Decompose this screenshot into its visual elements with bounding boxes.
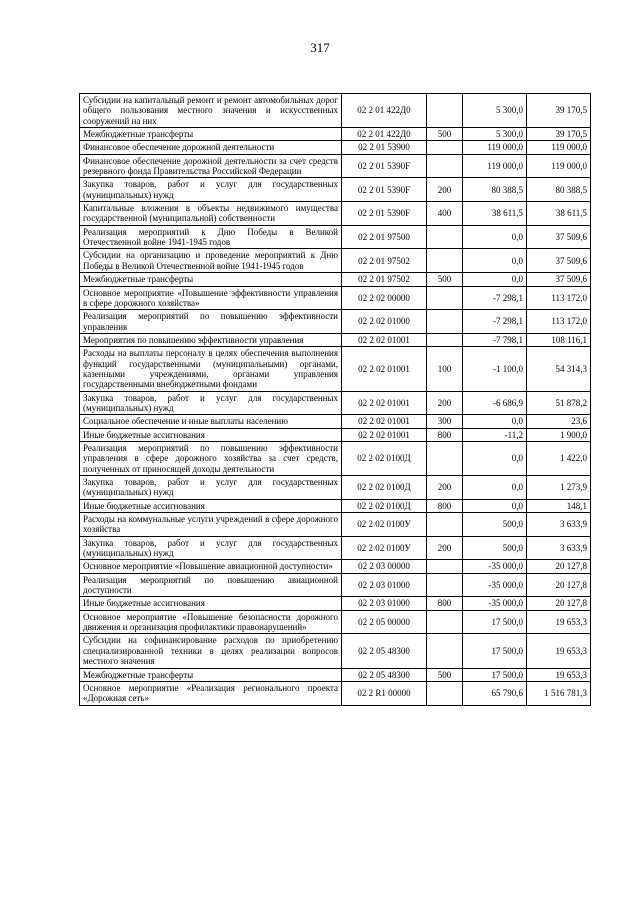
table-row: [80, 428, 591, 441]
row-code-cell: 02 2 02 01001: [342, 428, 427, 441]
row-expense-type-cell: [427, 94, 463, 128]
row-expense-type-cell: 300: [427, 415, 463, 428]
table-row: [80, 286, 591, 310]
row-code-cell: 02 2 01 97502: [342, 249, 427, 273]
row-amount-change-cell: -35 000,0: [463, 573, 527, 597]
row-amount-total-cell: 37 509,6: [527, 273, 591, 286]
row-name-cell: Финансовое обеспечение дорожной деятельности за счет средств резервного фонда Правительства Российской Федерации: [80, 154, 342, 178]
row-amount-change-cell: -35 000,0: [463, 597, 527, 610]
row-amount-change-cell: 0,0: [463, 225, 527, 249]
row-amount-total-cell: 37 509,6: [527, 225, 591, 249]
row-amount-total-cell: 1 422,0: [527, 441, 591, 475]
table-row: [80, 573, 591, 597]
row-name-cell: Основное мероприятие «Реализация регионального проекта «Дорожная сеть»: [80, 681, 342, 705]
row-expense-type-cell: [427, 610, 463, 634]
table-row: [80, 347, 591, 391]
row-amount-change-cell: 0,0: [463, 415, 527, 428]
row-amount-change-cell: -7 298,1: [463, 310, 527, 334]
row-code-cell: 02 2 05 48300: [342, 634, 427, 668]
row-amount-total-cell: 80 388,5: [527, 178, 591, 202]
row-name-cell: Межбюджетные трансферты: [80, 668, 342, 681]
budget-table: [79, 93, 591, 706]
row-amount-change-cell: 500,0: [463, 536, 527, 560]
row-amount-total-cell: 1 900,0: [527, 428, 591, 441]
table-row: [80, 668, 591, 681]
row-code-cell: 02 2 01 422Д0: [342, 128, 427, 141]
table-row: [80, 128, 591, 141]
row-code-cell: 02 2 05 00000: [342, 610, 427, 634]
row-expense-type-cell: 800: [427, 597, 463, 610]
row-expense-type-cell: [427, 310, 463, 334]
row-code-cell: 02 2 02 0100У: [342, 513, 427, 537]
row-name-cell: Закупка товаров, работ и услуг для государственных (муниципальных) нужд: [80, 476, 342, 500]
row-code-cell: 02 2 01 422Д0: [342, 94, 427, 128]
row-code-cell: 02 2 02 01001: [342, 415, 427, 428]
row-code-cell: 02 2 03 01000: [342, 573, 427, 597]
row-code-cell: 02 2 01 97500: [342, 225, 427, 249]
table-row: [80, 513, 591, 537]
row-amount-change-cell: -1 100,0: [463, 347, 527, 391]
row-expense-type-cell: 500: [427, 273, 463, 286]
table-body: [80, 94, 591, 706]
row-name-cell: Закупка товаров, работ и услуг для государственных (муниципальных) нужд: [80, 536, 342, 560]
page-number: 317: [310, 40, 330, 55]
row-expense-type-cell: [427, 573, 463, 597]
row-name-cell: Субсидии на капитальный ремонт и ремонт автомобильных дорог общего пользования местного значения и искусственных сооружений на них: [80, 94, 342, 128]
row-name-cell: Финансовое обеспечение дорожной деятельности: [80, 141, 342, 154]
row-expense-type-cell: 100: [427, 347, 463, 391]
table-row: [80, 441, 591, 475]
row-amount-change-cell: 0,0: [463, 249, 527, 273]
row-amount-change-cell: 119 000,0: [463, 154, 527, 178]
table-row: [80, 154, 591, 178]
row-expense-type-cell: 200: [427, 391, 463, 415]
row-amount-total-cell: 148,1: [527, 499, 591, 512]
row-name-cell: Основное мероприятие «Повышение авиационной доступности»: [80, 560, 342, 573]
row-code-cell: 02 2 R1 00000: [342, 681, 427, 705]
table-row: [80, 273, 591, 286]
row-name-cell: Основное мероприятие «Повышение эффективности управления в сфере дорожного хозяйства»: [80, 286, 342, 310]
row-amount-total-cell: 39 170,5: [527, 128, 591, 141]
row-expense-type-cell: 200: [427, 476, 463, 500]
row-name-cell: Реализация мероприятий по повышению эффективности управления в сфере дорожного хозяйства за счет средств, полученных от приносящей доходы деятельности: [80, 441, 342, 475]
row-expense-type-cell: 800: [427, 499, 463, 512]
table-row: [80, 178, 591, 202]
row-code-cell: 02 2 03 01000: [342, 597, 427, 610]
row-amount-change-cell: -7 798,1: [463, 333, 527, 346]
row-amount-change-cell: -35 000,0: [463, 560, 527, 573]
table-row: [80, 499, 591, 512]
row-amount-total-cell: 20 127,8: [527, 573, 591, 597]
row-amount-change-cell: -6 686,9: [463, 391, 527, 415]
row-code-cell: 02 2 02 0100Д: [342, 441, 427, 475]
row-name-cell: Иные бюджетные ассигнования: [80, 428, 342, 441]
row-amount-total-cell: 1 273,9: [527, 476, 591, 500]
row-name-cell: Реализация мероприятий по повышению авиационной доступности: [80, 573, 342, 597]
table-row: [80, 94, 591, 128]
row-expense-type-cell: 200: [427, 536, 463, 560]
row-amount-change-cell: 65 790,6: [463, 681, 527, 705]
row-amount-total-cell: 3 633,9: [527, 536, 591, 560]
row-amount-total-cell: 3 633,9: [527, 513, 591, 537]
table-row: [80, 391, 591, 415]
row-expense-type-cell: [427, 154, 463, 178]
row-code-cell: 02 2 02 01001: [342, 333, 427, 346]
table-row: [80, 610, 591, 634]
row-amount-total-cell: 51 878,2: [527, 391, 591, 415]
row-amount-change-cell: 38 611,5: [463, 202, 527, 226]
row-code-cell: 02 2 02 0100Д: [342, 476, 427, 500]
row-expense-type-cell: 500: [427, 128, 463, 141]
table-row: [80, 536, 591, 560]
row-amount-total-cell: 20 127,8: [527, 560, 591, 573]
row-name-cell: Капитальные вложения в объекты недвижимого имущества государственной (муниципальной) собственности: [80, 202, 342, 226]
row-name-cell: Иные бюджетные ассигнования: [80, 597, 342, 610]
row-expense-type-cell: [427, 441, 463, 475]
row-amount-change-cell: -11,2: [463, 428, 527, 441]
table-row: [80, 597, 591, 610]
row-amount-change-cell: 5 300,0: [463, 94, 527, 128]
row-name-cell: Субсидии на софинансирование расходов по приобретению специализированной техники в целях реализации вопросов местного значения: [80, 634, 342, 668]
row-name-cell: Расходы на коммунальные услуги учреждений в сфере дорожного хозяйства: [80, 513, 342, 537]
row-code-cell: 02 2 01 5390F: [342, 178, 427, 202]
row-amount-total-cell: 23,6: [527, 415, 591, 428]
row-amount-total-cell: 19 653,3: [527, 668, 591, 681]
row-amount-total-cell: 20 127,8: [527, 597, 591, 610]
table-row: [80, 415, 591, 428]
row-name-cell: Межбюджетные трансферты: [80, 128, 342, 141]
row-code-cell: 02 2 01 53900: [342, 141, 427, 154]
row-expense-type-cell: [427, 681, 463, 705]
row-amount-change-cell: 0,0: [463, 273, 527, 286]
row-amount-total-cell: 113 172,0: [527, 286, 591, 310]
row-expense-type-cell: [427, 560, 463, 573]
row-name-cell: Реализация мероприятий к Дню Победы в Великой Отечественной войне 1941-1945 годов: [80, 225, 342, 249]
row-amount-change-cell: 17 500,0: [463, 634, 527, 668]
row-amount-change-cell: 80 388,5: [463, 178, 527, 202]
table-row: [80, 560, 591, 573]
row-amount-change-cell: 5 300,0: [463, 128, 527, 141]
row-code-cell: 02 2 01 97502: [342, 273, 427, 286]
row-amount-change-cell: 17 500,0: [463, 668, 527, 681]
row-expense-type-cell: 400: [427, 202, 463, 226]
row-amount-change-cell: -7 298,1: [463, 286, 527, 310]
row-code-cell: 02 2 02 0100У: [342, 536, 427, 560]
row-amount-change-cell: 500,0: [463, 513, 527, 537]
row-expense-type-cell: 800: [427, 428, 463, 441]
row-code-cell: 02 2 01 5390F: [342, 202, 427, 226]
row-amount-total-cell: 19 653,3: [527, 634, 591, 668]
table-row: [80, 225, 591, 249]
row-code-cell: 02 2 03 00000: [342, 560, 427, 573]
row-code-cell: 02 2 05 48300: [342, 668, 427, 681]
row-code-cell: 02 2 01 5390F: [342, 154, 427, 178]
row-name-cell: Расходы на выплаты персоналу в целях обеспечения выполнения функций государственными (муниципальными) органами, казенными учреждениями, органами управления государственными внебюджетными фондами: [80, 347, 342, 391]
table-row: [80, 333, 591, 346]
row-code-cell: 02 2 02 01000: [342, 310, 427, 334]
row-name-cell: Закупка товаров, работ и услуг для государственных (муниципальных) нужд: [80, 178, 342, 202]
row-expense-type-cell: [427, 634, 463, 668]
row-expense-type-cell: [427, 249, 463, 273]
row-name-cell: Закупка товаров, работ и услуг для государственных (муниципальных) нужд: [80, 391, 342, 415]
row-amount-change-cell: 0,0: [463, 499, 527, 512]
row-amount-total-cell: 108 116,1: [527, 333, 591, 346]
row-name-cell: Иные бюджетные ассигнования: [80, 499, 342, 512]
row-amount-change-cell: 0,0: [463, 476, 527, 500]
table-row: [80, 249, 591, 273]
row-amount-total-cell: 119 000,0: [527, 141, 591, 154]
table-row: [80, 634, 591, 668]
table-row: [80, 681, 591, 705]
row-expense-type-cell: [427, 513, 463, 537]
row-amount-total-cell: 54 314,3: [527, 347, 591, 391]
row-expense-type-cell: 200: [427, 178, 463, 202]
table-row: [80, 141, 591, 154]
row-amount-total-cell: 37 509,6: [527, 249, 591, 273]
row-name-cell: Субсидии на организацию и проведение мероприятий к Дню Победы в Великой Отечественной войне 1941-1945 годов: [80, 249, 342, 273]
row-amount-change-cell: 17 500,0: [463, 610, 527, 634]
row-expense-type-cell: [427, 141, 463, 154]
row-amount-change-cell: 0,0: [463, 441, 527, 475]
row-code-cell: 02 2 02 0100Д: [342, 499, 427, 512]
row-name-cell: Межбюджетные трансферты: [80, 273, 342, 286]
row-amount-total-cell: 19 653,3: [527, 610, 591, 634]
row-expense-type-cell: [427, 286, 463, 310]
row-code-cell: 02 2 02 01001: [342, 391, 427, 415]
row-amount-total-cell: 39 170,5: [527, 94, 591, 128]
row-amount-total-cell: 113 172,0: [527, 310, 591, 334]
row-name-cell: Мероприятия по повышению эффективности управления: [80, 333, 342, 346]
row-amount-change-cell: 119 000,0: [463, 141, 527, 154]
row-code-cell: 02 2 02 00000: [342, 286, 427, 310]
row-amount-total-cell: 1 516 781,3: [527, 681, 591, 705]
row-amount-total-cell: 38 611,5: [527, 202, 591, 226]
table-row: [80, 476, 591, 500]
row-expense-type-cell: [427, 225, 463, 249]
row-name-cell: Основное мероприятие «Повышение безопасности дорожного движения и организация профилактики правонарушений»: [80, 610, 342, 634]
row-name-cell: Реализация мероприятий по повышению эффективности управления: [80, 310, 342, 334]
row-amount-total-cell: 119 000,0: [527, 154, 591, 178]
table-row: [80, 202, 591, 226]
row-expense-type-cell: [427, 333, 463, 346]
row-code-cell: 02 2 02 01001: [342, 347, 427, 391]
row-name-cell: Социальное обеспечение и иные выплаты населению: [80, 415, 342, 428]
table-row: [80, 310, 591, 334]
row-expense-type-cell: 500: [427, 668, 463, 681]
